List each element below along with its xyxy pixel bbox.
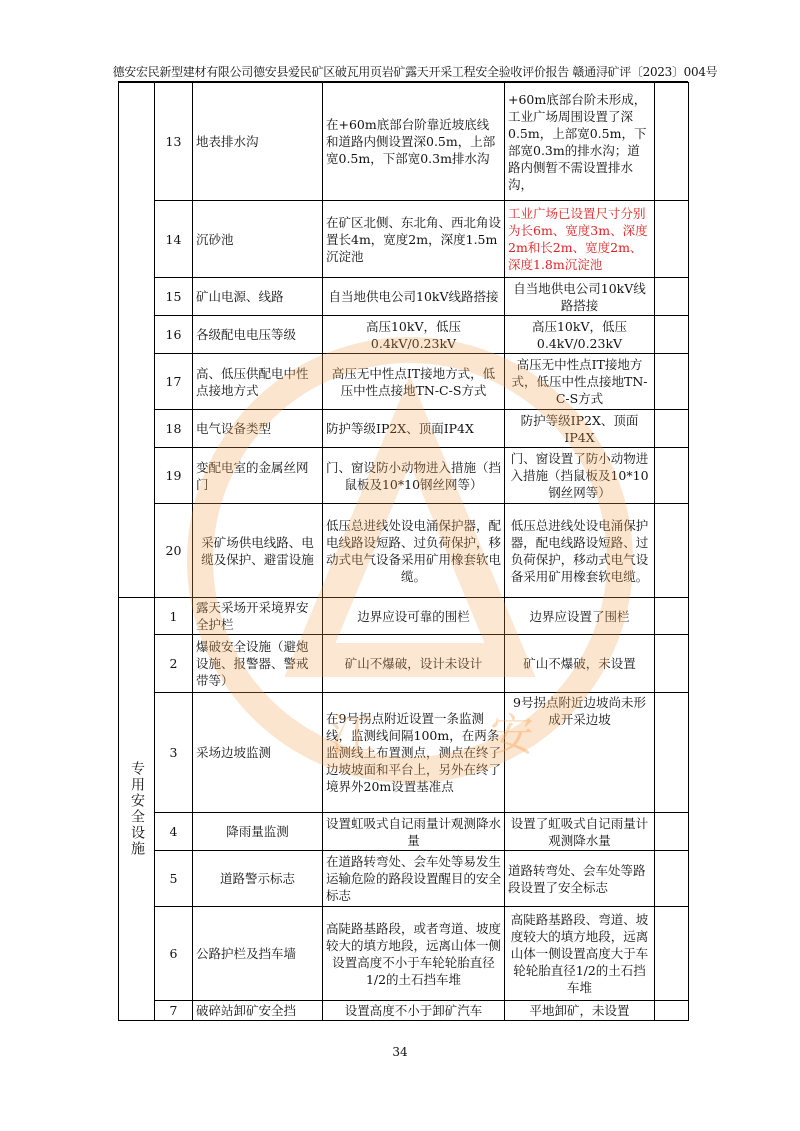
remark-cell xyxy=(655,83,689,201)
design-requirement: 自当地供电公司10kV线路搭接 xyxy=(323,278,505,316)
implementation-status: 高压无中性点IT接地方式，低压中性点接地TN-C-S方式 xyxy=(505,354,655,410)
design-requirement: 边界应设可靠的围栏 xyxy=(323,598,505,635)
design-requirement: 在9号拐点附近设置一条监测线，监测线间隔100m，在两条监测线上布置测点，测点在终了边坡坡面和平台上，另外在终了境界外20m设置基准点 xyxy=(323,693,505,813)
design-requirement: 低压总进线处设电涌保护器，配电线路设短路、过负荷保护，移动式电气设备采用矿用橡套软电缆。 xyxy=(323,504,505,598)
design-requirement: 门、窗设防小动物进入措施（挡鼠板及10*10钢丝网等） xyxy=(323,448,505,504)
design-requirement: 设置虹吸式自记雨量计观测降水量 xyxy=(323,813,505,851)
implementation-status: 低压总进线处设电涌保护器，配电线路设短路、过负荷保护，移动式电气设备采用矿用橡套软电缆。 xyxy=(505,504,655,598)
row-number: 5 xyxy=(155,851,193,907)
row-number: 4 xyxy=(155,813,193,851)
implementation-status: 设置了虹吸式自记雨量计观测降水量 xyxy=(505,813,655,851)
remark-cell xyxy=(655,635,689,693)
remark-cell xyxy=(655,851,689,907)
table-row xyxy=(119,1001,689,1021)
facility-name: 变配电室的金属丝网门 xyxy=(193,448,323,504)
row-number: 14 xyxy=(155,201,193,278)
remark-cell xyxy=(655,813,689,851)
implementation-status: 防护等级IP2X、顶面IP4X xyxy=(505,410,655,448)
row-number: 18 xyxy=(155,410,193,448)
facility-name: 电气设备类型 xyxy=(193,410,323,448)
facility-name: 沉砂池 xyxy=(193,201,323,278)
design-requirement: 设置高度不小于卸矿汽车 xyxy=(323,1001,505,1021)
row-number: 1 xyxy=(155,598,193,635)
row-number: 20 xyxy=(155,504,193,598)
implementation-status: 自当地供电公司10kV线路搭接 xyxy=(505,278,655,316)
table-row xyxy=(119,635,689,693)
implementation-status: 9号拐点附近边坡尚未形成开采边坡 xyxy=(505,693,655,813)
remark-cell xyxy=(655,278,689,316)
row-number: 16 xyxy=(155,316,193,354)
remark-cell xyxy=(655,410,689,448)
remark-cell xyxy=(655,316,689,354)
remark-cell xyxy=(655,448,689,504)
design-requirement: 防护等级IP2X、顶面IP4X xyxy=(323,410,505,448)
implementation-status: +60m底部台阶未形成，工业广场周围设置了深0.5m，上部宽0.5m，下部宽0.3m的排水沟；道路内侧暂不需设置排水沟， xyxy=(505,83,655,201)
table-row xyxy=(119,504,689,598)
table-row xyxy=(119,83,689,201)
watermark-text-right: 安 xyxy=(490,710,534,761)
design-requirement: 高压无中性点IT接地方式，低压中性点接地TN-C-S方式 xyxy=(323,354,505,410)
implementation-status: 门、窗设置了防小动物进入措施（挡鼠板及10*10钢丝网等） xyxy=(505,448,655,504)
table-row xyxy=(119,201,689,278)
facility-name: 高、低压供配电中性点接地方式 xyxy=(193,354,323,410)
design-requirement: 高陡路基路段，或者弯道、坡度较大的填方地段，远离山体一侧设置高度不小于车轮轮胎直径1/2的土石挡车堆 xyxy=(323,907,505,1001)
page-header: 德安宏民新型建材有限公司德安县爱民矿区破瓦用页岩矿露天开采工程安全验收评价报告 赣通浔矿评〔2023〕004号 xyxy=(112,65,718,79)
facility-name: 矿山电源、线路 xyxy=(193,278,323,316)
table-row xyxy=(119,316,689,354)
remark-cell xyxy=(655,693,689,813)
remark-cell xyxy=(655,1001,689,1021)
facility-name: 公路护栏及挡车墙 xyxy=(193,907,323,1001)
design-requirement: 高压10kV，低压0.4kV/0.23kV xyxy=(323,316,505,354)
row-number: 3 xyxy=(155,693,193,813)
category-label: 专用安全设施 xyxy=(129,761,145,857)
row-number: 7 xyxy=(155,1001,193,1021)
facility-name: 破碎站卸矿安全挡 xyxy=(193,1001,323,1021)
table-row xyxy=(119,448,689,504)
remark-cell xyxy=(655,201,689,278)
category-cell xyxy=(119,598,155,1021)
remark-cell xyxy=(655,598,689,635)
implementation-status: 平地卸矿，未设置 xyxy=(505,1001,655,1021)
implementation-status: 工业广场已设置尺寸分别为长6m、宽度3m、深度2m和长2m、宽度2m、深度1.8m沉淀池 xyxy=(505,201,655,278)
category-cell-empty xyxy=(119,83,155,598)
facility-name: 露天采场开采境界安全护栏 xyxy=(193,598,323,635)
row-number: 6 xyxy=(155,907,193,1001)
remark-cell xyxy=(655,907,689,1001)
table-row xyxy=(119,278,689,316)
row-number: 19 xyxy=(155,448,193,504)
design-requirement: 在+60m底部台阶靠近坡底线和道路内侧设置深0.5m，上部宽0.5m，下部宽0.3m排水沟 xyxy=(323,83,505,201)
facility-name: 采场边坡监测 xyxy=(193,693,323,813)
implementation-status: 道路转弯处、会车处等路段设置了安全标志 xyxy=(505,851,655,907)
facility-name: 地表排水沟 xyxy=(193,83,323,201)
table-row xyxy=(119,410,689,448)
row-number: 13 xyxy=(155,83,193,201)
page-number: 34 xyxy=(392,1045,408,1059)
implementation-status: 高陡路基路段、弯道、坡度较大的填方地段，远离山体一侧设置高度大于车轮轮胎直径1/2的土石挡车堆 xyxy=(505,907,655,1001)
row-number: 15 xyxy=(155,278,193,316)
facility-name: 各级配电电压等级 xyxy=(193,316,323,354)
table-row xyxy=(119,354,689,410)
implementation-status: 边界应设置了围栏 xyxy=(505,598,655,635)
implementation-status: 高压10kV，低压0.4kV/0.23kV xyxy=(505,316,655,354)
remark-cell xyxy=(655,504,689,598)
facility-name: 道路警示标志 xyxy=(193,851,323,907)
facility-name: 采矿场供电线路、电缆及保护、避雷设施 xyxy=(193,504,323,598)
implementation-status: 矿山不爆破，未设置 xyxy=(505,635,655,693)
facility-name: 爆破安全设施（避炮设施、报警器、警戒带等） xyxy=(193,635,323,693)
design-requirement: 矿山不爆破，设计未设计 xyxy=(323,635,505,693)
table-row xyxy=(119,851,689,907)
table-row xyxy=(119,693,689,813)
design-requirement: 在道路转弯处、会车处等易发生运输危险的路段设置醒目的安全标志 xyxy=(323,851,505,907)
safety-facility-table xyxy=(118,82,689,1021)
watermark-text-left: 江 xyxy=(330,710,374,761)
row-number: 17 xyxy=(155,354,193,410)
row-number: 2 xyxy=(155,635,193,693)
table-row xyxy=(119,598,689,635)
table-row xyxy=(119,813,689,851)
remark-cell xyxy=(655,354,689,410)
design-requirement: 在矿区北侧、东北角、西北角设置长4m，宽度2m，深度1.5m沉淀池 xyxy=(323,201,505,278)
table-row xyxy=(119,907,689,1001)
facility-name: 降雨量监测 xyxy=(193,813,323,851)
